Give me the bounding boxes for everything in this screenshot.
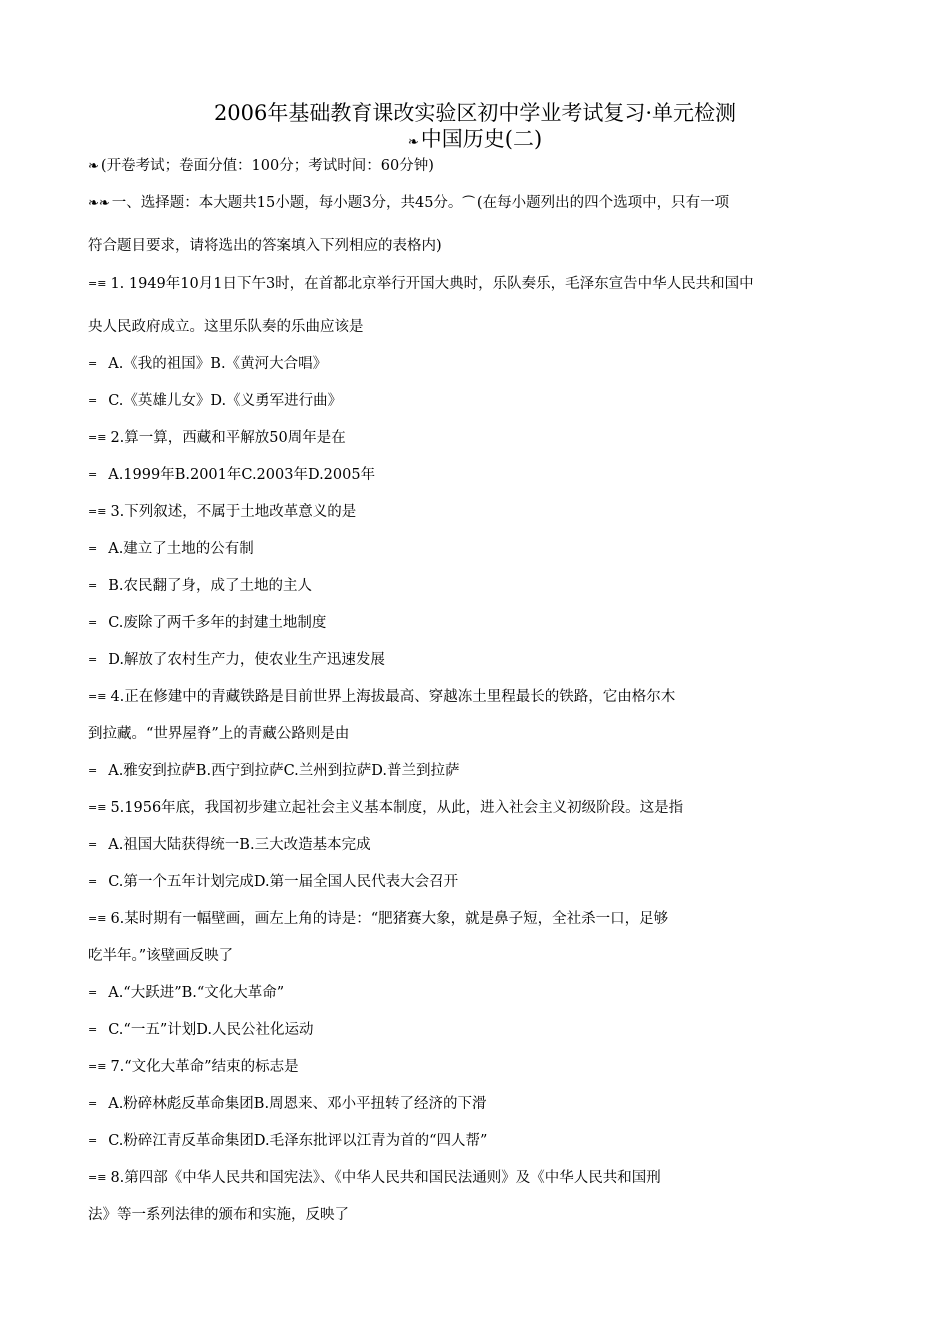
question-3-option-row: = D.解放了农村生产力，使农业生产迅速发展 bbox=[88, 652, 385, 668]
section-instruction: 符合题目要求，请将选出的答案填入下列相应的表格内) bbox=[88, 238, 442, 254]
question-3-option-row: = A.建立了土地的公有制 bbox=[88, 541, 254, 557]
question-5-stem: =≡ 5.1956年底，我国初步建立起社会主义基本制度，从此，进入社会主义初级阶段。这是指 bbox=[88, 800, 684, 816]
list-marker-icon: = bbox=[88, 357, 105, 370]
list-marker-icon: =≡ bbox=[88, 1060, 107, 1073]
question-4-option-row: = A.雅安到拉萨B.西宁到拉萨C.兰州到拉萨D.普兰到拉萨 bbox=[88, 763, 460, 779]
subtitle-text: 中国历史(二) bbox=[420, 127, 543, 151]
question-7-option-row: = A.粉碎林彪反革命集团B.周恩来、邓小平扭转了经济的下滑 bbox=[88, 1096, 487, 1112]
question-2-option-row: = A.1999年B.2001年C.2003年D.2005年 bbox=[88, 467, 376, 483]
list-marker-icon: = bbox=[88, 764, 105, 777]
list-marker-icon: = bbox=[88, 875, 105, 888]
list-marker-icon: = bbox=[88, 542, 105, 555]
document-subtitle bbox=[0, 126, 950, 156]
list-marker-icon: =≡ bbox=[88, 801, 107, 814]
ornament-icon: ❧ bbox=[88, 159, 99, 174]
question-1-option-row: = A.《我的祖国》B.《黄河大合唱》 bbox=[88, 356, 328, 372]
question-7-stem: =≡ 7.“文化大革命”结束的标志是 bbox=[88, 1059, 299, 1075]
list-marker-icon: =≡ bbox=[88, 431, 107, 444]
question-8-stem-cont: 法》等一系列法律的颁布和实施，反映了 bbox=[88, 1207, 349, 1223]
question-1-option-row: = C.《英雄儿女》D.《义勇军进行曲》 bbox=[88, 393, 343, 409]
question-6-stem: =≡ 6.某时期有一幅壁画，画左上角的诗是：“肥猪赛大象，就是鼻子短，全社杀一口，足够 bbox=[88, 911, 669, 927]
section-header: ❧❧ 一、选择题：本大题共15小题，每小题3分，共45分。⏜ (在每小题列出的四个选项中，只有一项 bbox=[88, 195, 730, 211]
list-marker-icon: = bbox=[88, 1023, 105, 1036]
question-5-option-row: = A.祖国大陆获得统一B.三大改造基本完成 bbox=[88, 837, 371, 853]
question-1-stem: =≡ 1. 1949年10月1日下午3时，在首都北京举行开国大典时，乐队奏乐，毛泽东宣告中华人民共和国中 bbox=[88, 276, 754, 292]
question-7-option-row: = C.粉碎江青反革命集团D.毛泽东批评以江青为首的“四人帮” bbox=[88, 1133, 488, 1149]
question-3-stem: =≡ 3.下列叙述，不属于土地改革意义的是 bbox=[88, 504, 357, 520]
question-6-stem-cont: 吃半年。”该壁画反映了 bbox=[88, 948, 234, 964]
list-marker-icon: =≡ bbox=[88, 690, 107, 703]
list-marker-icon: = bbox=[88, 1097, 105, 1110]
question-2-stem: =≡ 2.算一算，西藏和平解放50周年是在 bbox=[88, 430, 346, 446]
list-marker-icon: = bbox=[88, 468, 105, 481]
list-marker-icon: = bbox=[88, 653, 105, 666]
question-6-option-row: = C.“一五”计划D.人民公社化运动 bbox=[88, 1022, 314, 1038]
list-marker-icon: = bbox=[88, 394, 105, 407]
question-6-option-row: = A.“大跃进”B.“文化大革命” bbox=[88, 985, 285, 1001]
question-3-option-row: = B.农民翻了身，成了土地的主人 bbox=[88, 578, 312, 594]
question-4-stem: =≡ 4.正在修建中的青藏铁路是目前世界上海拔最高、穿越冻土里程最长的铁路，它由格尔木 bbox=[88, 689, 676, 705]
list-marker-icon: = bbox=[88, 986, 105, 999]
document-title: 2006年基础教育课改实验区初中学业考试复习·单元检测 bbox=[213, 101, 737, 125]
list-marker-icon: =≡ bbox=[88, 1171, 107, 1184]
list-marker-icon: = bbox=[88, 616, 105, 629]
ornament-icon: ❧ bbox=[407, 135, 419, 150]
list-marker-icon: =≡ bbox=[88, 505, 107, 518]
list-marker-icon: = bbox=[88, 579, 105, 592]
list-marker-icon: = bbox=[88, 838, 105, 851]
question-4-stem-cont: 到拉藏。“世界屋脊”上的青藏公路则是由 bbox=[88, 726, 350, 742]
list-marker-icon: =≡ bbox=[88, 912, 107, 925]
question-3-option-row: = C.废除了两千多年的封建土地制度 bbox=[88, 615, 327, 631]
list-marker-icon: = bbox=[88, 1134, 105, 1147]
exam-info: ❧ (开卷考试；卷面分值：100分；考试时间：60分钟) bbox=[88, 158, 434, 174]
question-5-option-row: = C.第一个五年计划完成D.第一届全国人民代表大会召开 bbox=[88, 874, 459, 890]
list-marker-icon: =≡ bbox=[88, 277, 107, 290]
bracket-icon: ⏜ bbox=[462, 196, 475, 211]
question-1-stem-cont: 央人民政府成立。这里乐队奏的乐曲应该是 bbox=[88, 319, 364, 335]
ornament-icon: ❧❧ bbox=[88, 196, 110, 211]
question-8-stem: =≡ 8.第四部《中华人民共和国宪法》、《中华人民共和国民法通则》及《中华人民共和国刑 bbox=[88, 1170, 661, 1186]
